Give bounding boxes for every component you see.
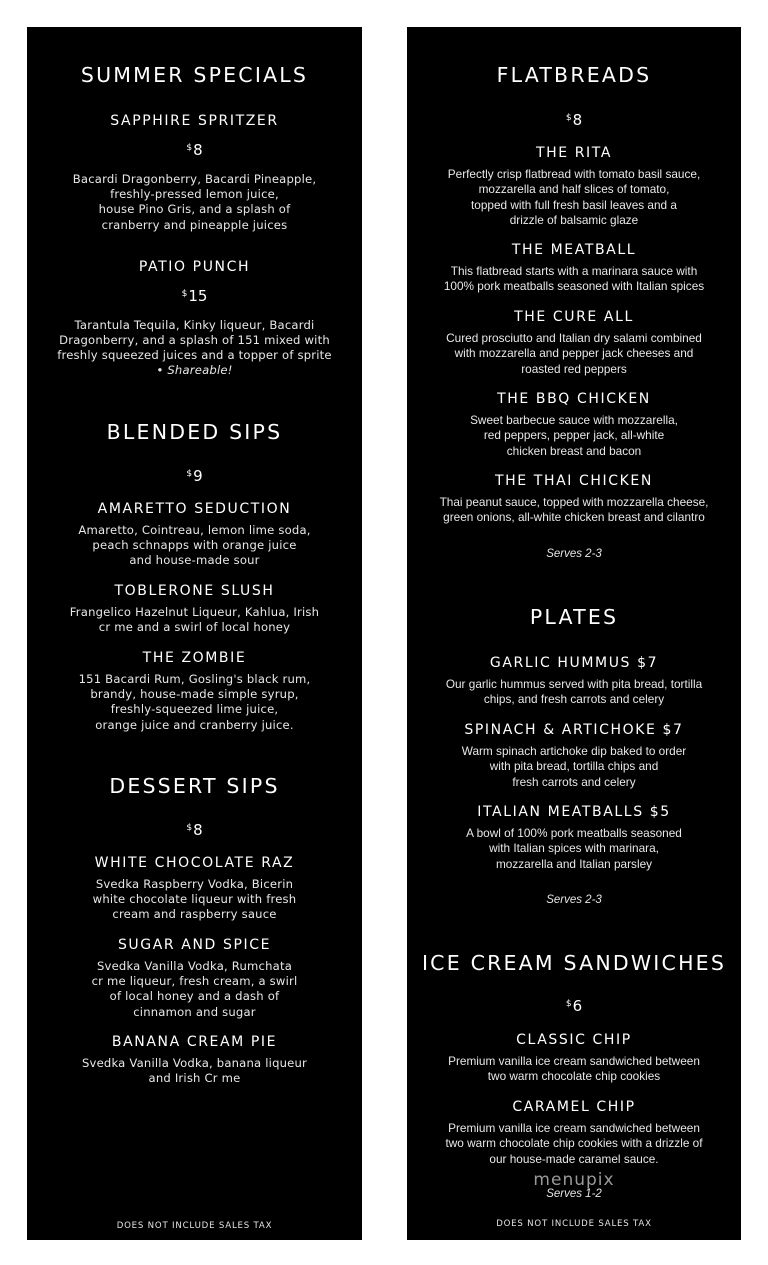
currency-symbol: $ xyxy=(186,823,193,833)
currency-symbol: $ xyxy=(181,289,188,299)
banana-cream-pie-name: BANANA CREAM PIE xyxy=(111,1034,278,1050)
the-bbq-chicken-name: THE BBQ CHICKEN xyxy=(497,391,651,407)
dessert-sips-price xyxy=(27,821,362,839)
italian-meatballs-description: A bowl of 100% pork meatballs seasoned with Italian spices with marinara, mozzarella and Italian parsley xyxy=(466,826,682,871)
icecream-serves-note: Serves 1-2 xyxy=(546,1188,602,1200)
the-thai-chicken-name: THE THAI CHICKEN xyxy=(495,473,653,489)
the-thai-chicken-description: Thai peanut sauce, topped with mozzarella cheese, green onions, all-white chicken breast and cilantro xyxy=(439,495,709,525)
white-chocolate-raz-description: Svedka Raspberry Vodka, Bicerin white chocolate liqueur with fresh cream and raspberry sauce xyxy=(92,877,297,922)
patio-punch-name: PATIO PUNCH xyxy=(138,259,251,275)
sugar-and-spice-name: SUGAR AND SPICE xyxy=(117,937,272,953)
bullet: • xyxy=(156,363,168,377)
sapphire-spritzer-price xyxy=(27,141,362,159)
spinach-artichoke-description: Warm spinach artichoke dip baked to order with pita bread, tortilla chips and fresh carrots and celery xyxy=(461,744,687,789)
patio-punch-price xyxy=(27,287,362,305)
the-bbq-chicken-description: Sweet barbecue sauce with mozzarella, red peppers, pepper jack, all-white chicken breast and bacon xyxy=(470,413,678,458)
the-cure-all-description: Cured prosciutto and Italian dry salami combined with mozzarella and pepper jack cheeses and roasted red peppers xyxy=(446,331,702,376)
classic-chip-description: Premium vanilla ice cream sandwiched between two warm chocolate chip cookies xyxy=(448,1054,700,1084)
plates-serves-note: Serves 2-3 xyxy=(546,894,602,906)
the-meatball-name: THE MEATBALL xyxy=(511,242,637,258)
patio-punch-description: Tarantula Tequila, Kinky liqueur, Bacardi Dragonberry, and a splash of 151 mixed with freshly squeezed juices and a topper of sprite xyxy=(57,318,332,363)
summer-specials-heading: SUMMER SPECIALS xyxy=(80,63,309,87)
the-zombie-description: 151 Bacardi Rum, Gosling's black rum, brandy, house-made simple syrup, freshly-squeezed lime juice, orange juice and cranberry juice. xyxy=(78,672,311,732)
ice-cream-price xyxy=(407,997,741,1015)
the-zombie-name: THE ZOMBIE xyxy=(142,650,247,666)
sapphire-spritzer-description: Bacardi Dragonberry, Bacardi Pineapple, freshly-pressed lemon juice, house Pino Gris, and a splash of cranberry and pineapple juices xyxy=(72,172,317,232)
flatbreads-heading: FLATBREADS xyxy=(496,63,652,87)
ice-cream-sandwiches-heading: ICE CREAM SANDWICHES xyxy=(421,951,727,975)
flatbreads-serves-note: Serves 2-3 xyxy=(546,548,602,560)
sugar-and-spice-description: Svedka Vanilla Vodka, Rumchata cr me liqueur, fresh cream, a swirl of local honey and a dash of cinnamon and sugar xyxy=(91,959,298,1019)
flatbreads-price xyxy=(407,111,741,129)
price-amount: 8 xyxy=(193,141,203,159)
caramel-chip-name: CARAMEL CHIP xyxy=(512,1099,636,1115)
toblerone-slush-name: TOBLERONE SLUSH xyxy=(114,583,275,599)
garlic-hummus-name: GARLIC HUMMUS $7 xyxy=(489,655,659,671)
shareable-label: Shareable! xyxy=(167,363,233,377)
currency-symbol: $ xyxy=(186,469,193,479)
price-amount: 15 xyxy=(188,287,208,305)
the-rita-description: Perfectly crisp flatbread with tomato basil sauce, mozzarella and half slices of tomato, topped with full fresh basil leaves and a drizzle of balsamic glaze xyxy=(447,167,701,227)
italian-meatballs-name: ITALIAN MEATBALLS $5 xyxy=(477,804,671,820)
plates-heading: PLATES xyxy=(529,605,619,629)
price-amount: 6 xyxy=(572,997,583,1015)
amaretto-seduction-description: Amaretto, Cointreau, lemon lime soda, peach schnapps with orange juice and house-made sour xyxy=(78,523,311,568)
menupix-watermark: menupix xyxy=(533,1170,615,1190)
sales-tax-footer: DOES NOT INCLUDE SALES TAX xyxy=(116,1221,273,1231)
price-amount: 8 xyxy=(193,821,203,839)
banana-cream-pie-description: Svedka Vanilla Vodka, banana liqueur and Irish Cr me xyxy=(81,1056,308,1086)
sapphire-spritzer-name: SAPPHIRE SPRITZER xyxy=(110,113,279,129)
blended-sips-price xyxy=(27,467,362,485)
right-menu-panel xyxy=(407,27,741,1240)
classic-chip-name: CLASSIC CHIP xyxy=(516,1032,632,1048)
toblerone-slush-description: Frangelico Hazelnut Liqueur, Kahlua, Irish cr me and a swirl of local honey xyxy=(69,605,320,635)
white-chocolate-raz-name: WHITE CHOCOLATE RAZ xyxy=(94,855,295,871)
dessert-sips-heading: DESSERT SIPS xyxy=(109,774,280,798)
caramel-chip-description: Premium vanilla ice cream sandwiched between two warm chocolate chip cookies with a drizzle of our house-made caramel sauce. xyxy=(445,1121,703,1166)
currency-symbol: $ xyxy=(565,999,572,1009)
the-meatball-description: This flatbread starts with a marinara sauce with 100% pork meatballs seasoned with Italian spices xyxy=(443,264,705,294)
the-cure-all-name: THE CURE ALL xyxy=(514,309,634,325)
amaretto-seduction-name: AMARETTO SEDUCTION xyxy=(97,501,292,517)
price-amount: 8 xyxy=(572,111,583,129)
currency-symbol: $ xyxy=(186,143,193,153)
patio-punch-note xyxy=(27,363,362,378)
sales-tax-footer: DOES NOT INCLUDE SALES TAX xyxy=(496,1219,652,1229)
spinach-artichoke-name: SPINACH & ARTICHOKE $7 xyxy=(464,722,684,738)
garlic-hummus-description: Our garlic hummus served with pita bread, tortilla chips, and fresh carrots and celery xyxy=(445,677,703,707)
the-rita-name: THE RITA xyxy=(535,145,613,161)
left-menu-panel xyxy=(27,27,362,1240)
blended-sips-heading: BLENDED SIPS xyxy=(106,420,283,444)
currency-symbol: $ xyxy=(565,113,572,123)
price-amount: 9 xyxy=(193,467,203,485)
